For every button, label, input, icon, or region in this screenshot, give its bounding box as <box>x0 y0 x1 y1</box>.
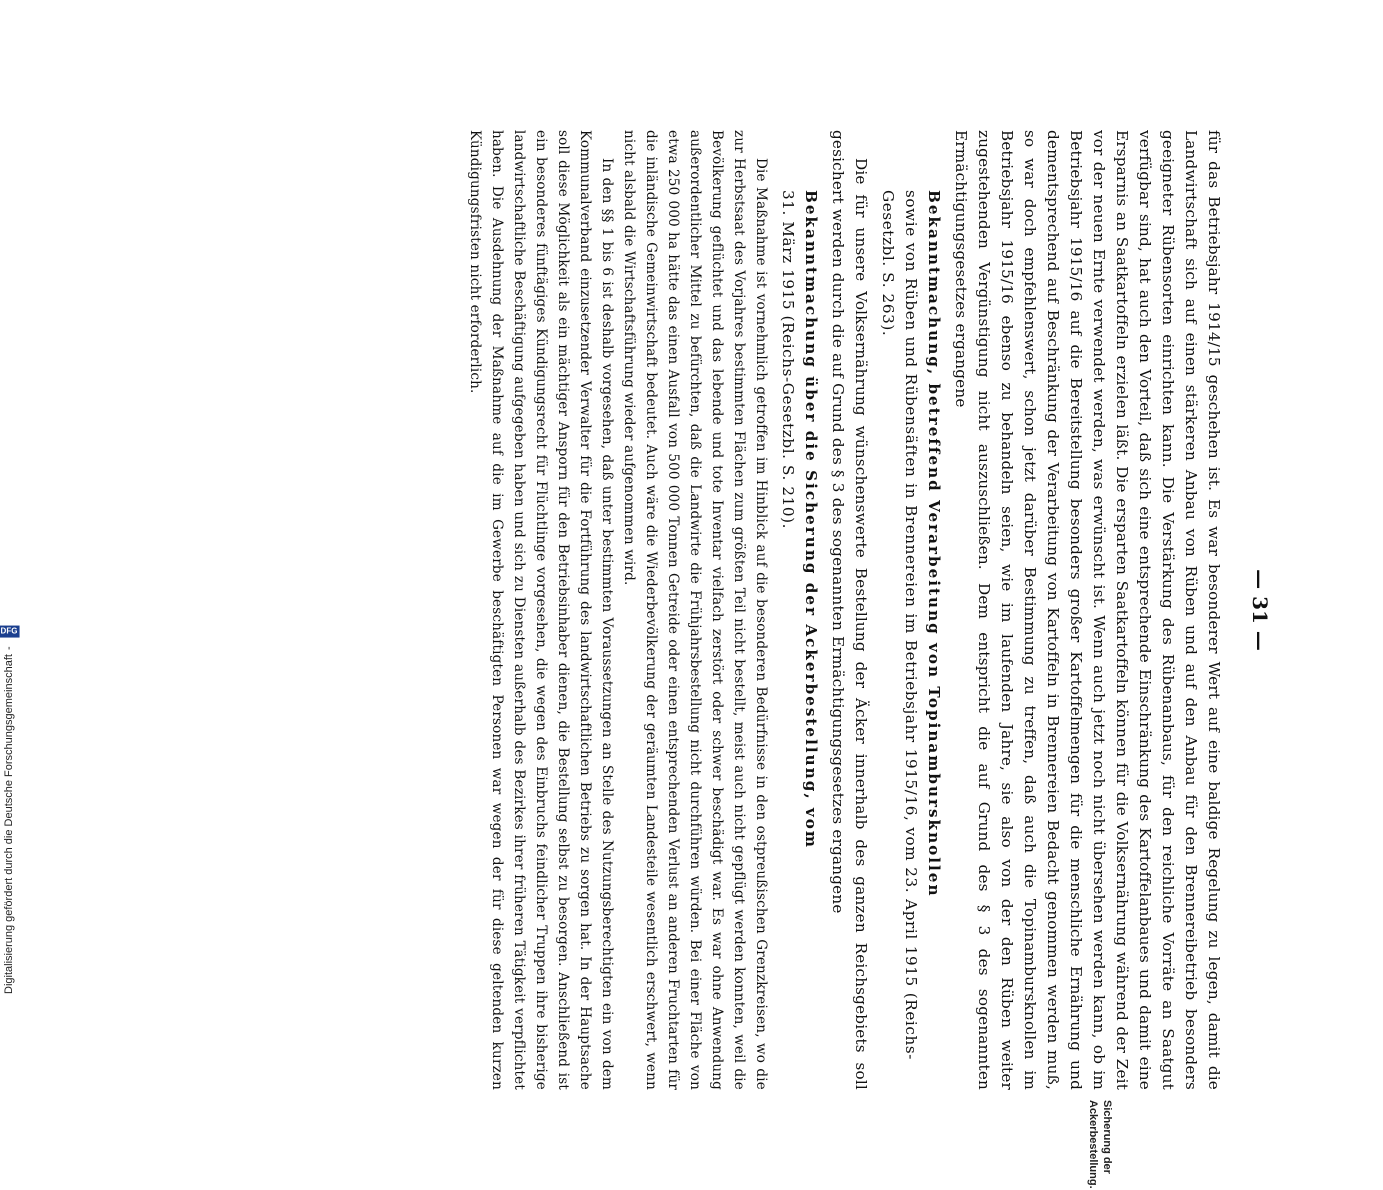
paragraph-4: In den §§ 1 bis 6 ist deshalb vorgesehen, daß unter bestimmten Voraussetzungen an Stelle des Nutzungsberechtigten ein von dem Kommunalverband einzusetzender Verwalter für die Fortführung des landwirtschaftlichen Betriebs zu sorgen hat. In der Hauptsache soll diese Möglichkeit als ein mächtiger Ansporn für den Betriebsinhaber dienen, die Bestellung selbst zu besorgen. Anschließend ist ein besonderes fünftägiges Kündigungsrecht für Flüchtlinge vorgesehen, die wegen des Einbruchs feindlicher Truppen ihre bisherige landwirtschaftliche Beschäftigung aufgegeben haben und sich zu Diensten außerhalb des Bezirkes ihrer früheren Tätigkeit verpflichtet haben. Die Ausdehnung der Maßnahme auf die im Gewerbe beschäftigten Personen war wegen der für diese geltenden kurzen Kündigungsfristen nicht erforderlich. <box>467 130 615 1090</box>
heading-1-subtitle: sowie von Rüben und Rübensäften in Brennereien im Betriebsjahr 1915/16, vom 23. April 1915 (Reichs-Gesetzbl. S. 263). <box>879 190 920 1060</box>
paragraph-1: für das Betriebsjahr 1914/15 geschehen ist. Es war besonderer Wert auf eine baldige Regelung zu legen, damit die Landwirtschaft sich auf einen stärkeren Anbau von Rüben und auf den Anbau für den Brennereibetrieb besonders geeigneter Rübensorten einrichten kann. Die Verstärkung des Rübenanbaus, für den reichliche Vorräte an Saatgut verfügbar sind, hat auch den Vorteil, daß sich eine entsprechende Einschränkung des Kartoffelanbaues und damit eine Ersparnis an Saatkartoffeln erzielen läßt. Die ersparten Saatkartoffeln können für die Volksernährung während der Zeit vor der neuen Ernte verwendet werden, was erwünscht ist. Wenn auch jetzt noch nicht übersehen werden kann, ob im Betriebsjahr 1915/16 auf die Bereitstellung besonders großer Kartoffelmengen für die menschliche Ernährung und dementsprechend auf Beschränkung der Verarbeitung von Kartoffeln in Brennereien Bedacht genommen werden muß, so war doch empfehlenswert, schon jetzt darüber Bestimmung zu treffen, daß auch die Topinambursknollen im Betriebsjahr 1915/16 ebenso zu behandeln seien, wie im laufenden Jahre, sie also von der den Rüben weiter zugestehenden Vergünstigung nicht auszuschließen. Dem entspricht die auf Grund des § 3 des sogenannten Ermächtigungsgesetzes ergangene <box>952 130 1223 1090</box>
heading-2 <box>776 130 822 1090</box>
dfg-logo: DFG <box>0 626 18 636</box>
body-text <box>464 130 1225 1090</box>
paragraph-3: Die Maßnahme ist vornehmlich getroffen im Hinblick auf die besonderen Bedürfnisse in den ostpreußischen Grenzkreisen, wo die zur Herbstsaat des Vorjahres bestimmten Flächen zum größten Teil nicht bestellt, meist auch nicht gepflügt werden konnten, weil die Bevölkerung geflüchtet und das lebende und tote Inventar vielfach zerstört oder schwer beschädigt war. Es war ohne Anwendung außerordentlicher Mittel zu befürchten, daß die Landwirte die Frühjahrsbestellung nicht durchführen würden. Bei einer Fläche von etwa 250 000 ha hätte das einen Ausfall von 500 000 Tonnen Getreide oder einen entsprechenden Verlust an anderen Fruchtarten für die inländische Gemeinwirtschaft bedeutet. Auch wäre die Wiederbevölkerung der geräumten Landesteile wesentlich erschwert, wenn nicht alsbald die Wirtschaftsführung wieder aufgenommen wird. <box>621 130 769 1090</box>
footer-credit: Digitalisierung gefördert durch die Deutsche Forschungsgemeinschaft - DFG <box>0 626 18 994</box>
footer-credit-text: Digitalisierung gefördert durch die Deutsche Forschungsgemeinschaft <box>3 654 15 994</box>
heading-2-subtitle: 31. März 1915 (Reichs-Gesetzbl. S. 210). <box>779 190 797 530</box>
margin-note: Sicherung der Ackerbestellung. <box>1087 1100 1113 1189</box>
heading-2-title: Bekanntmachung über die Sicherung der Ackerbestellung, vom <box>802 190 820 849</box>
document-page <box>330 30 1280 1190</box>
heading-1 <box>876 130 945 1090</box>
heading-1-title: Bekanntmachung, betreffend Verarbeitung von Topinambursknollen <box>925 190 943 898</box>
page-number: — 31 — <box>1248 569 1272 651</box>
paragraph-2: Die für unsere Volksernährung wünschenswerte Bestellung der Äcker innerhalb des ganzen Reichsgebiets soll gesichert werden durch die auf Grund des § 3 des sogenannten Ermächtigungsgesetzes ergangene <box>829 130 870 1090</box>
